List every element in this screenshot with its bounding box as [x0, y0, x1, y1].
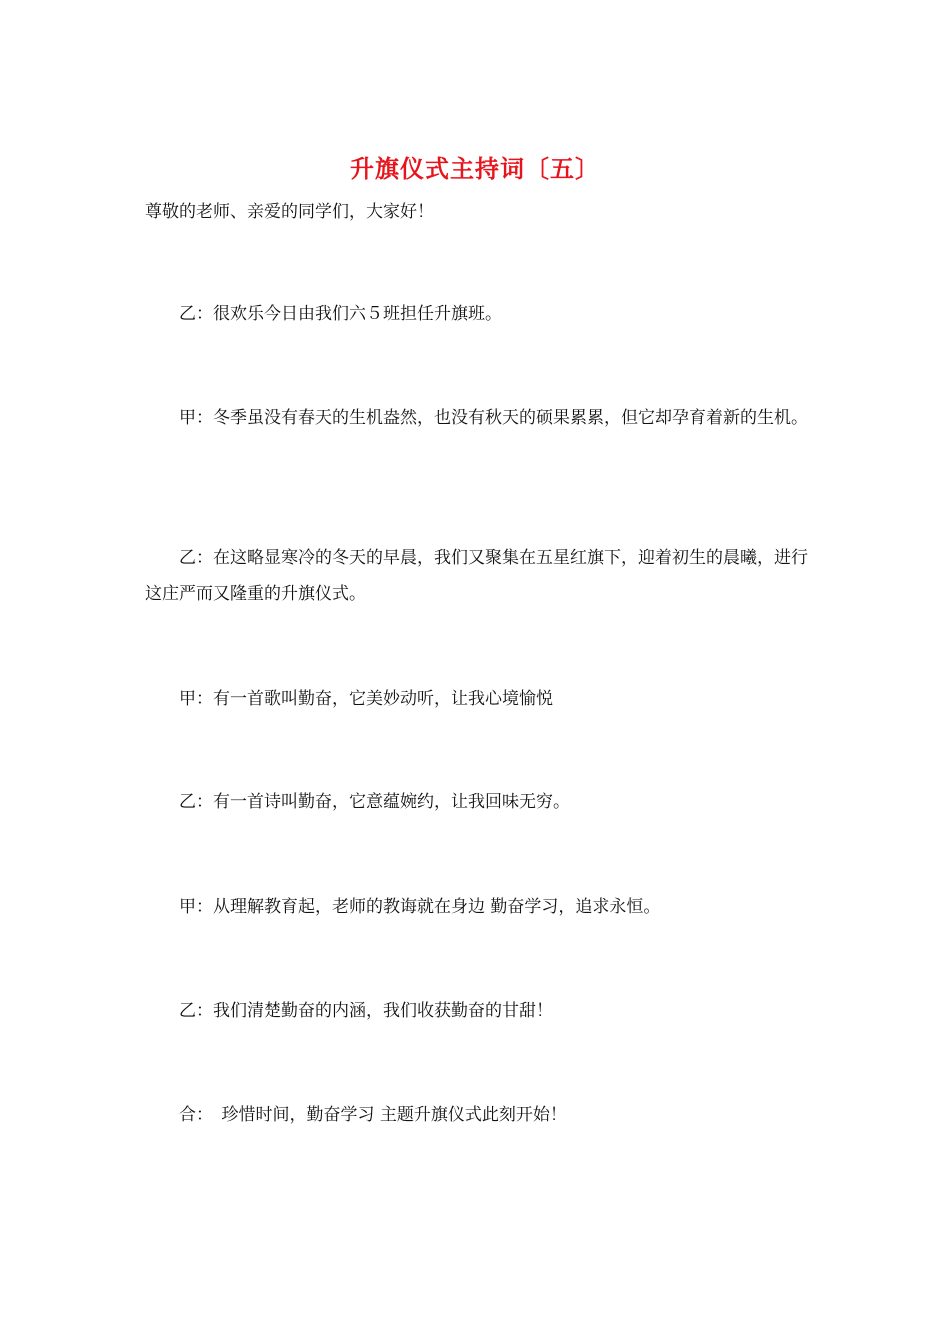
closing-paragraph: 合： 珍惜时间，勤奋学习 主题升旗仪式此刻开始！: [179, 1105, 567, 1125]
dialogue-paragraph: 甲：有一首歌叫勤奋，它美妙动听，让我心境愉悦: [179, 689, 553, 709]
dialogue-paragraph: 甲：从理解教育起，老师的教诲就在身边 勤奋学习，追求永恒。: [179, 897, 661, 917]
dialogue-paragraph: 乙：在这略显寒冷的冬天的早晨，我们又聚集在五星红旗下，迎着初生的晨曦，进行这庄严而又隆重的升旗仪式。: [145, 548, 808, 604]
dialogue-paragraph: 乙：很欢乐今日由我们六５班担任升旗班。: [179, 304, 502, 324]
document-title: 升旗仪式主持词〔五〕: [350, 154, 600, 183]
dialogue-paragraph: 乙：我们清楚勤奋的内涵，我们收获勤奋的甘甜！: [179, 1001, 553, 1021]
dialogue-paragraph: 甲：冬季虽没有春天的生机盎然，也没有秋天的硕果累累，但它却孕育着新的生机。: [179, 408, 808, 428]
dialogue-paragraph: 乙：有一首诗叫勤奋，它意蕴婉约，让我回味无穷。: [179, 792, 570, 812]
greeting-paragraph: 尊敬的老师、亲爱的同学们，大家好！: [145, 202, 434, 222]
